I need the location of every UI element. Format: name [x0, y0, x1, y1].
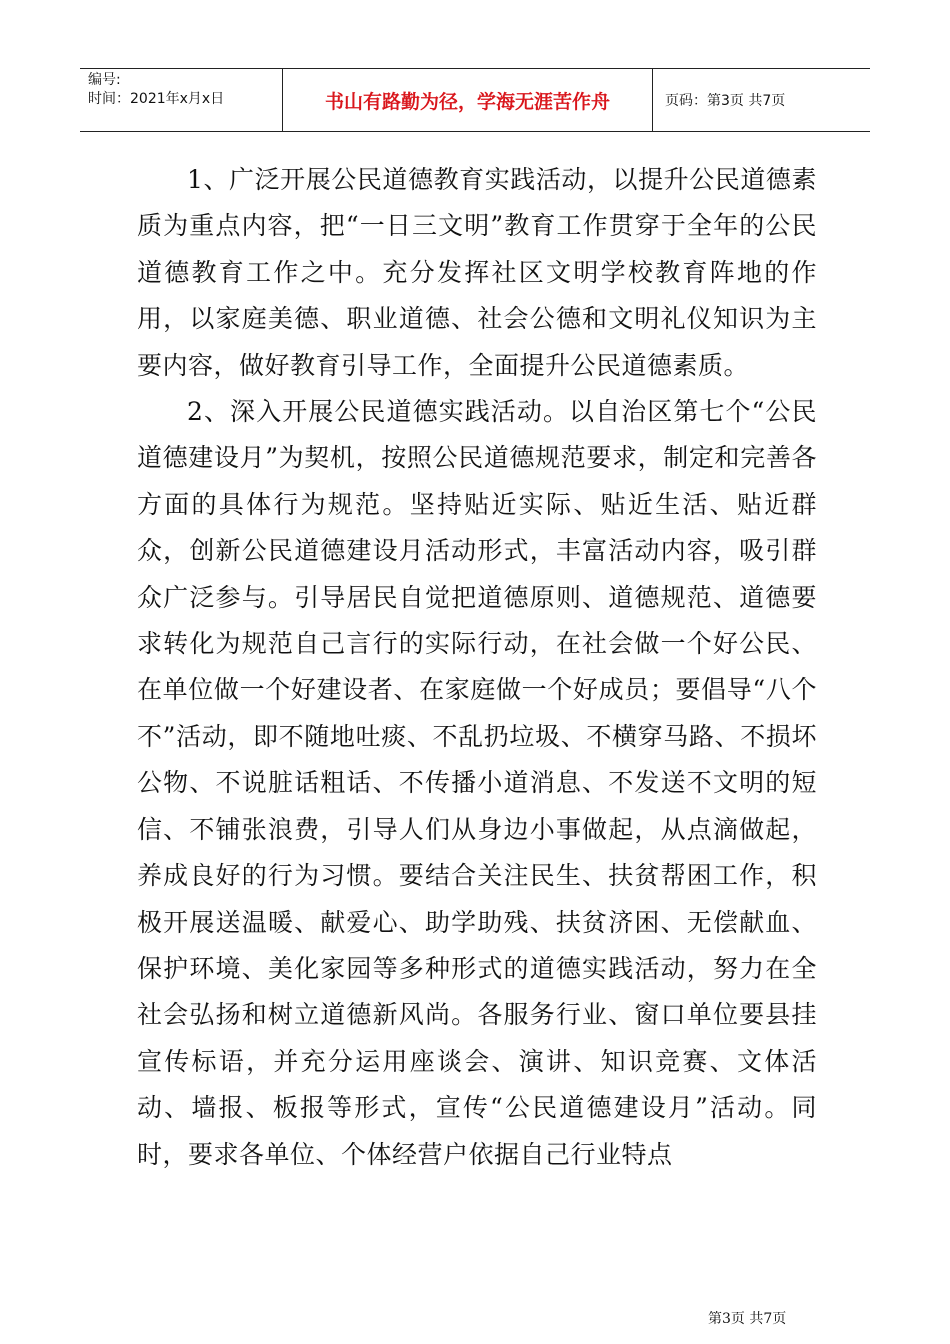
header-slogan: 书山有路勤为径，学海无涯苦作舟: [283, 69, 653, 131]
paragraph-1: 1、广泛开展公民道德教育实践活动，以提升公民道德素质为重点内容，把“一日三文明”教育工作贯穿于全年的公民道德教育工作之中。充分发挥社区文明学校教育阵地的作用，以家庭美德、职业道德、社会公德和文明礼仪知识为主要内容，做好教育引导工作，全面提升公民道德素质。: [137, 165, 817, 380]
header-meta: [80, 69, 283, 131]
footer-page-number: 第3页 共7页: [708, 1311, 787, 1327]
document-time-label: 时间：2021年x月x日: [88, 91, 225, 107]
document-number-label: 编号:: [88, 72, 121, 88]
page-header: [80, 68, 870, 132]
document-body: [137, 157, 817, 1178]
header-page-number: 页码：第3页 共7页: [665, 93, 786, 109]
paragraph-2: 2、深入开展公民道德实践活动。以自治区第七个“公民道德建设月”为契机，按照公民道德规范要求，制定和完善各方面的具体行为规范。坚持贴近实际、贴近生活、贴近群众，创新公民道德建设月活动形式，丰富活动内容，吸引群众广泛参与。引导居民自觉把道德原则、道德规范、道德要求转化为规范自己言行的实际行动，在社会做一个好公民、在单位做一个好建设者、在家庭做一个好成员；要倡导“八个不”活动，即不随地吐痰、不乱扔垃圾、不横穿马路、不损坏公物、不说脏话粗话、不传播小道消息、不发送不文明的短信、不铺张浪费，引导人们从身边小事做起，从点滴做起，养成良好的行为习惯。要结合关注民生、扶贫帮困工作，积极开展送温暖、献爱心、助学助残、扶贫济困、无偿献血、保护环境、美化家园等多种形式的道德实践活动，努力在全社会弘扬和树立道德新风尚。各服务行业、窗口单位要县挂宣传标语，并充分运用座谈会、演讲、知识竞赛、文体活动、墙报、板报等形式，宣传“公民道德建设月”活动。同时，要求各单位、个体经营户依据自己行业特点: [137, 397, 817, 1169]
